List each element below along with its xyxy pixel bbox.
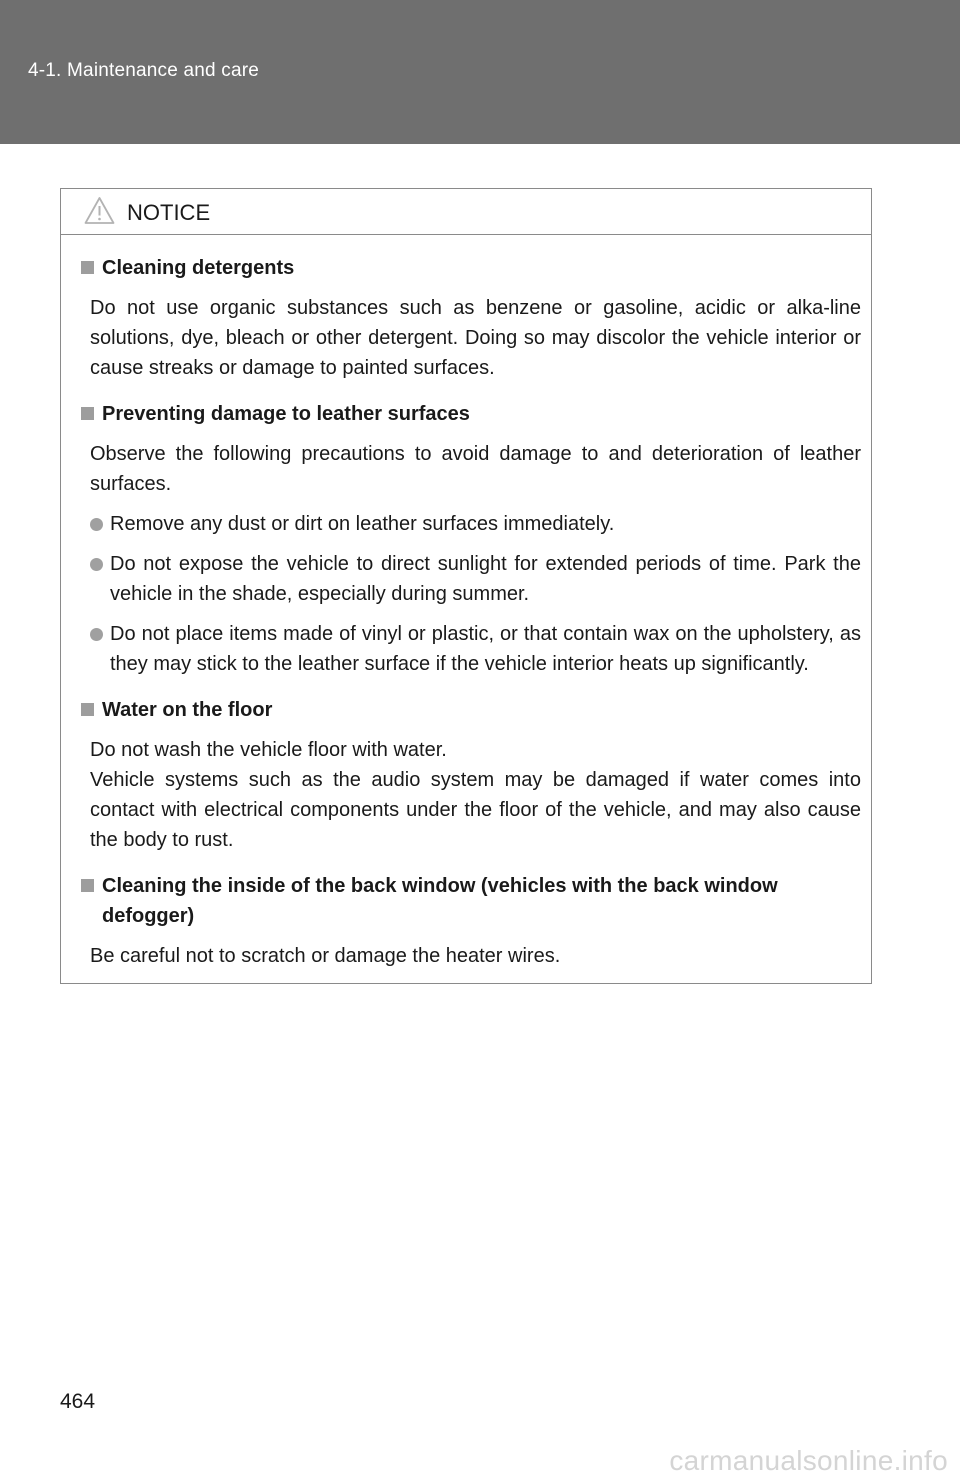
list-item-text: Remove any dust or dirt on leather surfaces immediately. bbox=[110, 513, 615, 535]
section-heading-text: Cleaning detergents bbox=[102, 257, 295, 279]
section-leather-surfaces bbox=[81, 399, 861, 679]
notice-body bbox=[61, 235, 871, 983]
section-paragraph: Observe the following precautions to avoid damage to and deterioration of leather surfaces. bbox=[90, 443, 861, 495]
section-paragraph: Do not wash the vehicle floor with water. bbox=[90, 739, 447, 761]
circle-bullet-icon bbox=[90, 628, 103, 641]
section-paragraph: Vehicle systems such as the audio system may be damaged if water comes into contact with electrical components under the floor of the vehicle, and may also cause the body to rust. bbox=[90, 769, 861, 851]
section-heading bbox=[81, 695, 861, 725]
list-item bbox=[90, 509, 861, 539]
section-back-window bbox=[81, 871, 861, 971]
section-heading bbox=[81, 253, 861, 283]
section-heading-text: Cleaning the inside of the back window (vehicles with the back window defogger) bbox=[102, 875, 778, 927]
section-cleaning-detergents bbox=[81, 253, 861, 383]
notice-box bbox=[60, 188, 872, 984]
square-bullet-icon bbox=[81, 407, 94, 420]
page-number: 464 bbox=[60, 1390, 96, 1413]
list-item bbox=[90, 549, 861, 609]
chapter-header-band bbox=[0, 0, 960, 144]
section-heading-text: Preventing damage to leather surfaces bbox=[102, 403, 470, 425]
list-item-text: Do not expose the vehicle to direct sunlight for extended periods of time. Park the vehicle in the shade, especially during summer. bbox=[110, 553, 861, 605]
circle-bullet-icon bbox=[90, 558, 103, 571]
section-heading-text: Water on the floor bbox=[102, 699, 273, 721]
section-heading bbox=[81, 399, 861, 429]
square-bullet-icon bbox=[81, 703, 94, 716]
warning-triangle-icon bbox=[84, 196, 115, 225]
section-water-on-floor bbox=[81, 695, 861, 855]
square-bullet-icon bbox=[81, 879, 94, 892]
notice-title: NOTICE bbox=[127, 200, 211, 225]
list-item bbox=[90, 619, 861, 679]
list-item-text: Do not place items made of vinyl or plastic, or that contain wax on the upholstery, as they may stick to the leather surface if the vehicle interior heats up significantly. bbox=[110, 623, 861, 675]
square-bullet-icon bbox=[81, 261, 94, 274]
section-paragraph: Be careful not to scratch or damage the heater wires. bbox=[90, 945, 561, 967]
circle-bullet-icon bbox=[90, 518, 103, 531]
chapter-title: 4-1. Maintenance and care bbox=[28, 60, 260, 81]
section-heading bbox=[81, 871, 861, 931]
notice-header bbox=[61, 189, 871, 235]
watermark-text: carmanualsonline.info bbox=[669, 1445, 948, 1476]
section-paragraph: Do not use organic substances such as benzene or gasoline, acidic or alka-line solutions, dye, bleach or other detergent. Doing so may discolor the vehicle interior or cause streaks or damage to painted surfaces. bbox=[90, 297, 861, 379]
